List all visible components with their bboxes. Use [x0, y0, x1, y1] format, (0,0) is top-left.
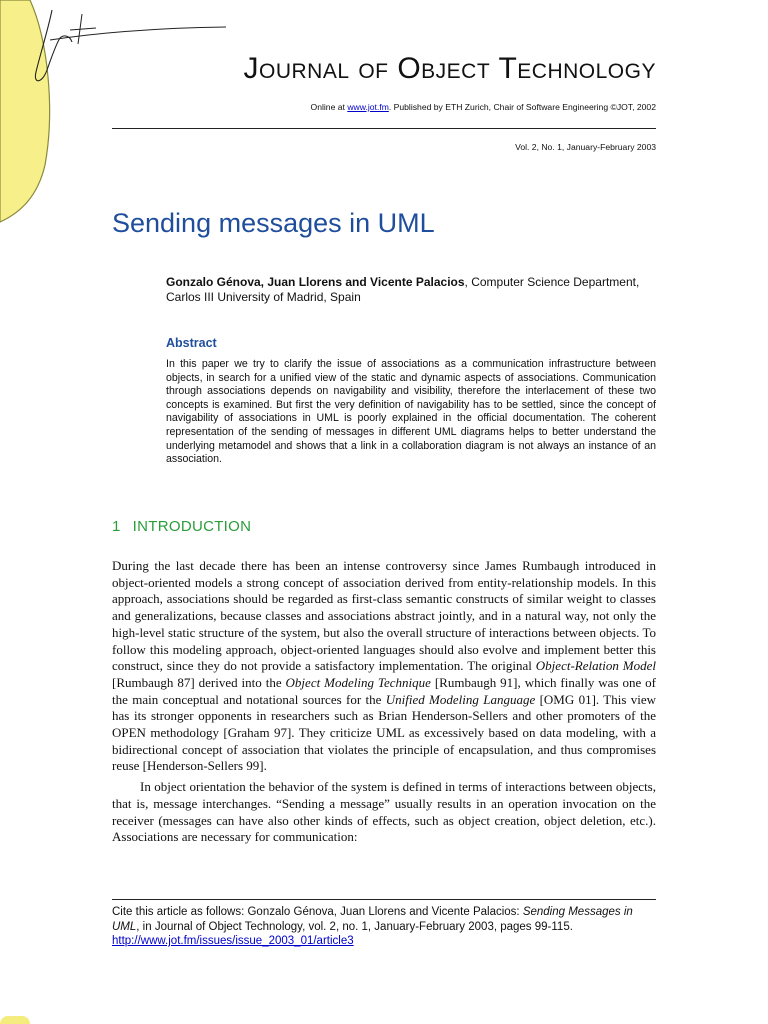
- paragraph-1: During the last decade there has been an intense controversy since James Rumbaugh introduced in object-oriented models a strong concept of association derived from entity-relationship models. In this approach, associations should be regarded as first-class semantic constructs of similar weight to classes and generalizations, because classes and associations abstract jointly, and in a natural way, not only the high-level static structure of the system, but also the overall structure of interactions between objects. To follow this modeling approach, object-oriented languages should also evolve and implement better this construct, since they do not provide a satisfactory implementation. The original Object-Relation Model [Rumbaugh 87] derived into the Object Modeling Technique [Rumbaugh 91], which finally was one of the main conceptual and notational sources for the Unified Modeling Language [OMG 01]. This view has its stronger opponents in researchers such as Brian Henderson-Sellers and other promoters of the OPEN methodology [Graham 97]. They criticize UML as excessively based on data modeling, with a bidirectional concept of association that violates the principle of encapsulation, and thus compromises reuse [Henderson-Sellers 99].: [112, 558, 657, 774]
- header-rule: [112, 128, 656, 129]
- logo-signature-underline: [50, 27, 226, 40]
- section-title: INTRODUCTION: [132, 518, 252, 535]
- author-affiliation: , Computer Science Department, Carlos III University of Madrid, Spain: [166, 275, 640, 304]
- body-text: [112, 558, 656, 850]
- online-prefix: Online at: [310, 102, 348, 112]
- citation-url-link[interactable]: http://www.jot.fm/issues/issue_2003_01/article3: [112, 935, 354, 947]
- journal-website-link[interactable]: www.jot.fm: [347, 102, 389, 112]
- author-names: Gonzalo Génova, Juan Llorens and Vicente Palacios: [166, 275, 465, 289]
- logo-yellow-shape: [0, 0, 50, 222]
- citation-middle: , in Journal of Object Technology, vol. 2, no. 1, January-February 2003, pages 99-115.: [136, 920, 573, 933]
- page-corner-mark: [0, 1016, 30, 1024]
- section-heading: [112, 518, 251, 535]
- section-number: 1: [112, 518, 121, 535]
- jot-logo: [0, 0, 240, 240]
- abstract-text: In this paper we try to clarify the issue of associations as a communication infrastructure between objects, in search for a unified view of the static and dynamic aspects of associations. Communication through associations depends on navigability and visibility, therefore the interlacement of these two concepts is examined. But first the very definition of navigability has to be settled, since the concept of navigability of associations in UML is poorly explained in the official documentation. The coherent representation of the sending of messages in different UML diagrams helps to better understand the underlying metamodel and shows that a link in a collaboration diagram is not always an instance of an association.: [166, 358, 656, 466]
- publication-line: [112, 102, 656, 112]
- logo-signature-t: [70, 14, 96, 44]
- authors-block: [166, 275, 646, 305]
- citation-prefix: Cite this article as follows: Gonzalo Génova, Juan Llorens and Vicente Palacios:: [112, 906, 523, 918]
- abstract-heading: Abstract: [166, 336, 217, 350]
- journal-title: Journal of Object Technology: [243, 52, 656, 85]
- citation-title: Sending Messages in UML: [112, 906, 633, 933]
- online-suffix: . Published by ETH Zurich, Chair of Software Engineering ©JOT, 2002: [388, 102, 656, 112]
- paragraph-2: In object orientation the behavior of the system is defined in terms of interactions between objects, that is, message interchanges. “Sending a message” usually results in an operation invocation on the receiver (messages can have also other kinds of effects, such as object creation, object deletion, etc.). Associations are necessary for communication:: [112, 779, 656, 845]
- paper-title: Sending messages in UML: [112, 208, 435, 238]
- footnote-rule: [112, 899, 656, 900]
- volume-info: Vol. 2, No. 1, January-February 2003: [515, 142, 656, 152]
- citation-block: [112, 905, 656, 949]
